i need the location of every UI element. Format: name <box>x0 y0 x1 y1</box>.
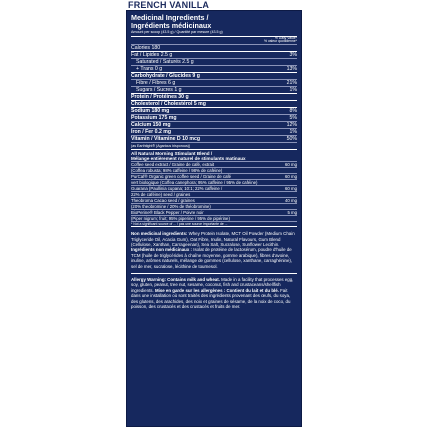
nutrient-daily-value: 13% <box>286 66 297 73</box>
product-flavor-title: FRENCH VANILLA <box>128 0 210 10</box>
allergy-fr-text: Fait dans une installation où sont traités des ingrédients provenant des œufs, du soya, des glutens, des arachides, des noix et graines de sésame, de la noix de coco, du poisson, des crustacés et des crustacés et fruits de mer. <box>131 287 291 309</box>
nutrient-row <box>131 108 297 115</box>
earthtight-note: (as Earthtight® (Agaricus bisporous)) <box>131 143 297 149</box>
blend-amount <box>294 204 297 209</box>
nutrient-daily-value: 8% <box>289 108 297 115</box>
blend-ingredient: 22% de caféine) seed / graines <box>131 191 191 197</box>
blend-ingredient: BioPerine® Black Pepper / Poivre noir <box>131 209 204 215</box>
blend-list <box>131 162 297 222</box>
nutrient-label: Saturated / Saturés 2.5 g <box>136 59 194 66</box>
non-medicinal-label: Non medicinal ingredients: <box>131 231 188 237</box>
blend-amount: 40 mg <box>285 197 297 203</box>
nutrient-daily-value: 1% <box>289 87 297 94</box>
nutrient-label: Sugars / Sucres 1 g <box>136 87 182 94</box>
panel-title-en: Medicinal Ingredients / <box>131 13 209 22</box>
blend-amount <box>294 216 297 221</box>
nutrient-label: Potassium 175 mg <box>131 115 177 122</box>
nutrient-row <box>131 73 297 80</box>
non-medicinal-ingredients <box>131 231 297 269</box>
blend-ingredient: Theobroma Cacao seed / graines <box>131 197 195 203</box>
nutrient-row <box>131 66 297 73</box>
blend-ingredient: (Piper nigrum; fruit; 95% piperine / 95% de pipérine) <box>131 215 230 221</box>
allergy-fr-label: Mise en garde sur les allergènes : Contient du lait et du blé. <box>154 287 279 293</box>
nutrition-panel <box>126 10 302 427</box>
serving-size: Amount per scoop (43.5 g) / Quantité par mesure (43.5 g) <box>131 30 297 37</box>
nutrient-daily-value: 5% <box>289 115 297 122</box>
daily-value-header-fr: % valeur quotidienne* <box>264 39 297 44</box>
nutrient-daily-value: 12% <box>286 122 297 129</box>
nutrient-label: Carbohydrate / Glucides 9 g <box>131 73 200 80</box>
non-medicinal-fr-label: Ingrédients non médicinaux : <box>131 247 192 253</box>
blend-amount: 60 mg <box>285 161 297 167</box>
nutrient-label: Protein / Protéines 30 g <box>131 94 189 101</box>
panel-title <box>131 14 297 30</box>
daily-value-header-en: % Daily Value* <box>274 35 297 40</box>
blend-ingredient: Coffee seed extract / Graine de café, extrait <box>131 161 215 167</box>
nutrient-daily-value: 1% <box>289 129 297 136</box>
nutrient-row <box>131 101 297 108</box>
nutrient-daily-value: 50% <box>286 136 297 143</box>
blend-amount: 60 mg <box>285 173 297 179</box>
blend-title <box>131 150 297 162</box>
blend-amount: 60 mg <box>285 185 297 191</box>
allergy-text: Made in a facility that processes egg, soy, gluten, peanut, tree nut, sesame, coconut, fish and crustaceans/shellfish ingredients. <box>131 276 294 293</box>
blend-amount <box>294 192 297 197</box>
nutrient-row <box>131 122 297 129</box>
nutrient-label: Fibre / Fibres 6 g <box>136 80 176 87</box>
blend-ingredient: (Coffea robusta; 98% caffeine / 98% de caféine) <box>131 167 223 173</box>
blend-title-en: All Natural Morning Stimulant Blend / <box>131 150 213 156</box>
panel-title-fr: Ingrédients médicinaux <box>131 21 212 30</box>
nutrient-row <box>131 115 297 122</box>
allergy-label: Allergy Warning: Contains milk and wheat. <box>131 276 220 282</box>
nutrient-row <box>131 52 297 59</box>
nutrient-row <box>131 59 297 66</box>
nutrient-daily-value: 3% <box>289 52 297 59</box>
nutrient-row <box>131 45 297 52</box>
blend-ingredient: vert biologique (Coffea canephora; 95% caffeine / 95% de caféine) <box>131 179 258 185</box>
nutrient-label: Iron / Fer 0.2 mg <box>131 129 172 136</box>
blend-ingredient: PurCaf® Organic green coffee seed / Graine de café <box>131 173 232 179</box>
blend-ingredient: Guarana (Paullinia cupana; 10:1; 22% caffeine / <box>131 185 223 191</box>
nutrient-label: Calories 180 <box>131 45 161 52</box>
nutrient-label: Vitamin / Vitamine D 10 mcg <box>131 136 200 143</box>
nutrient-daily-value: 21% <box>286 80 297 87</box>
blend-amount: 5 mg <box>287 209 297 215</box>
nutrient-row <box>131 94 297 101</box>
nutrient-label: Sodium 180 mg <box>131 108 170 115</box>
blend-amount <box>294 168 297 173</box>
nutrient-row <box>131 87 297 94</box>
nutrient-row <box>131 80 297 87</box>
footnote: * Not a significant source of ... / pas une source importante de ... <box>131 222 297 227</box>
nutrient-label: + Trans 0 g <box>136 66 163 73</box>
nutrient-row <box>131 136 297 143</box>
nutrient-label: Fat / Lipides 2.5 g <box>131 52 173 59</box>
daily-value-header <box>131 37 297 46</box>
allergy-warning <box>131 277 297 309</box>
nutrient-label: Calcium 150 mg <box>131 122 171 129</box>
nutrient-list <box>131 45 297 143</box>
nutrient-row <box>131 129 297 136</box>
blend-amount <box>294 180 297 185</box>
blend-ingredient: (20% theobromine / 20% de théobromine) <box>131 203 211 209</box>
nutrient-label: Cholesterol / Cholestérol 5 mg <box>131 101 206 108</box>
non-medicinal-fr-text: Isolat de protéine de lactosérum, poudre d'huile de TCM (huile de triglycérides à chaîne moyenne, gomme arabique), fibres d'avoine, inuline, arômes naturels, mélange de gommes (cellulose, xanthane, carraghénine), sel de mer, sucralose, lécithine de tournesol. <box>131 247 293 269</box>
blend-title-fr: Mélange entièrement naturel de stimulants matinaux <box>131 155 246 161</box>
non-medicinal-text: Whey Protein Isolate, MCT Oil Powder (Medium Chain Triglyceride Oil, Acacia Gum), Oat Fibre, Inulin, Natural Flavours, Gum Blend (Cellulose, Xanthan, Carrageenan), Sea Salt, Sucralose, Sunflower Lecithin. <box>131 231 295 247</box>
